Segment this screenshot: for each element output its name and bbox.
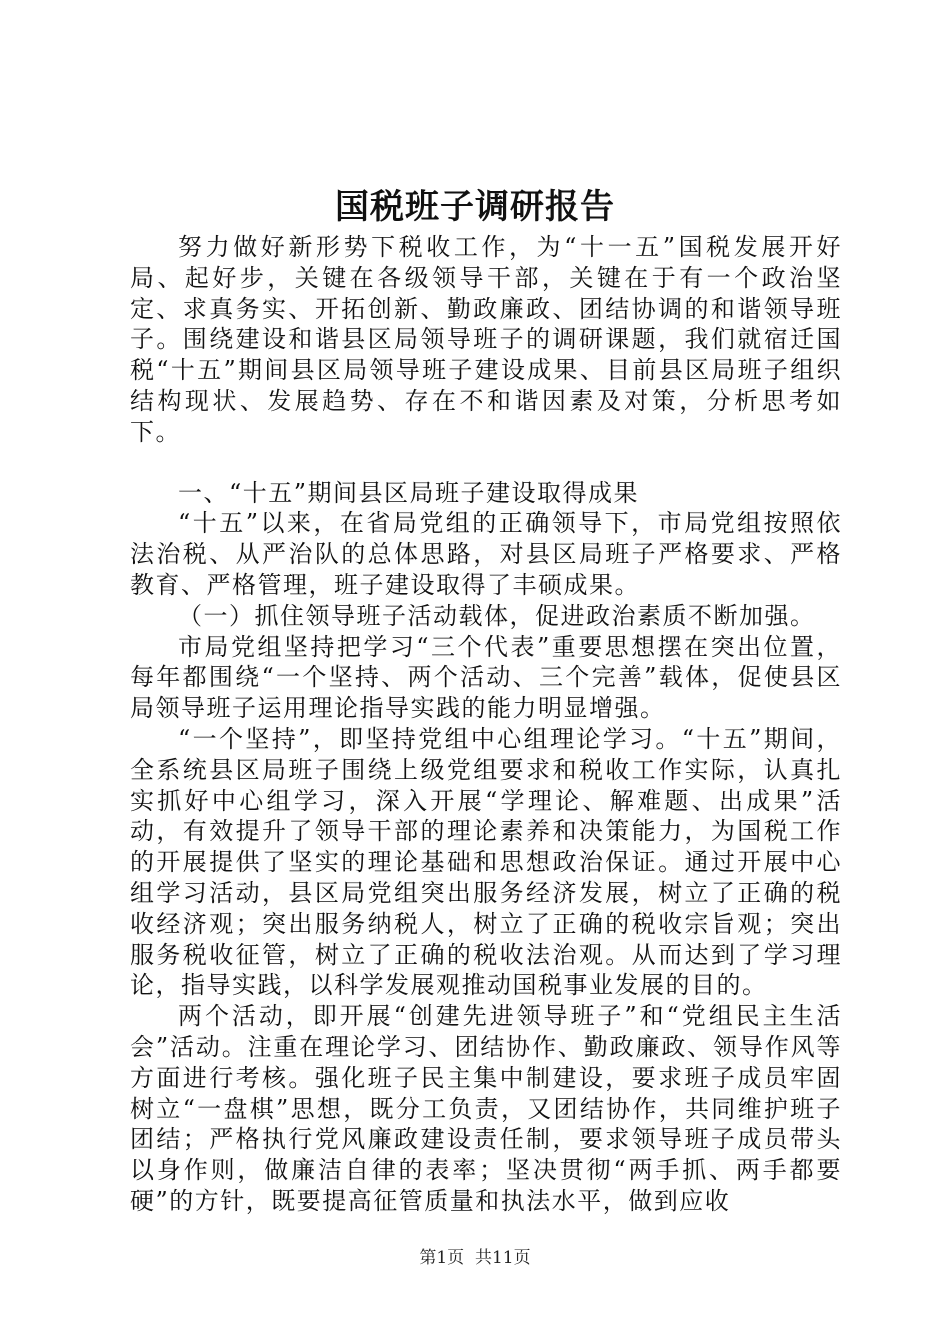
subsection-heading-1: （一）抓住领导班子活动载体，促进政治素质不断加强。 [178, 601, 816, 630]
paragraph-study-carrier: 市局党组坚持把学习“三个代表”重要思想摆在突出位置，每年都围绕“一个坚持、两个活动、三个完善”载体，促使县区局领导班子运用理论指导实践的能力明显增强。 [130, 632, 842, 723]
paragraph-section-1-intro: “十五”以来，在省局党组的正确领导下，市局党组按照依法治税、从严治队的总体思路，对县区局班子严格要求、严格教育、严格管理，班子建设取得了丰硕成果。 [130, 509, 842, 599]
document-body [130, 232, 842, 1217]
document-title: 国税班子调研报告 [335, 187, 615, 227]
section-heading-1: 一、“十五”期间县区局班子建设取得成果 [178, 478, 640, 507]
paragraph-gap [130, 448, 842, 478]
page-footer [0, 1246, 950, 1270]
paragraph-two-activities: 两个活动，即开展“创建先进领导班子”和“党组民主生活会”活动。注重在理论学习、团结协作、勤政廉政、领导作风等方面进行考核。强化班子民主集中制建设，要求班子成员牢固树立“一盘棋”思想，既分工负责，又团结协作，共同维护班子团结；严格执行党风廉政建设责任制，要求领导班子成员带头以身作则，做廉洁自律的表率；坚决贯彻“两手抓、两手都要硬”的方针，既要提高征管质量和执法水平，做到应收 [130, 1002, 842, 1215]
paragraph-intro: 努力做好新形势下税收工作，为“十一五”国税发展开好局、起好步，关键在各级领导干部，关键在于有一个政治坚定、求真务实、开拓创新、勤政廉政、团结协调的和谐领导班子。围绕建设和谐县区局领导班子的调研课题，我们就宿迁国税“十五”期间县区局领导班子建设成果、目前县区局班子组织结构现状、发展趋势、存在不和谐因素及对策，分析思考如下。 [130, 233, 842, 446]
page-number-label: 第1页 共11页 [419, 1248, 531, 1268]
paragraph-one-persistence: “一个坚持”，即坚持党组中心组理论学习。“十五”期间，全系统县区局班子围绕上级党组要求和税收工作实际，认真扎实抓好中心组学习，深入开展“学理论、解难题、出成果”活动，有效提升了领导干部的理论素养和决策能力，为国税工作的开展提供了坚实的理论基础和思想政治保证。通过开展中心组学习活动，县区局党组突出服务经济发展，树立了正确的税收经济观；突出服务纳税人，树立了正确的税收宗旨观；突出服务税收征管，树立了正确的税收法治观。从而达到了学习理论，指导实践，以科学发展观推动国税事业发展的目的。 [130, 724, 842, 1000]
